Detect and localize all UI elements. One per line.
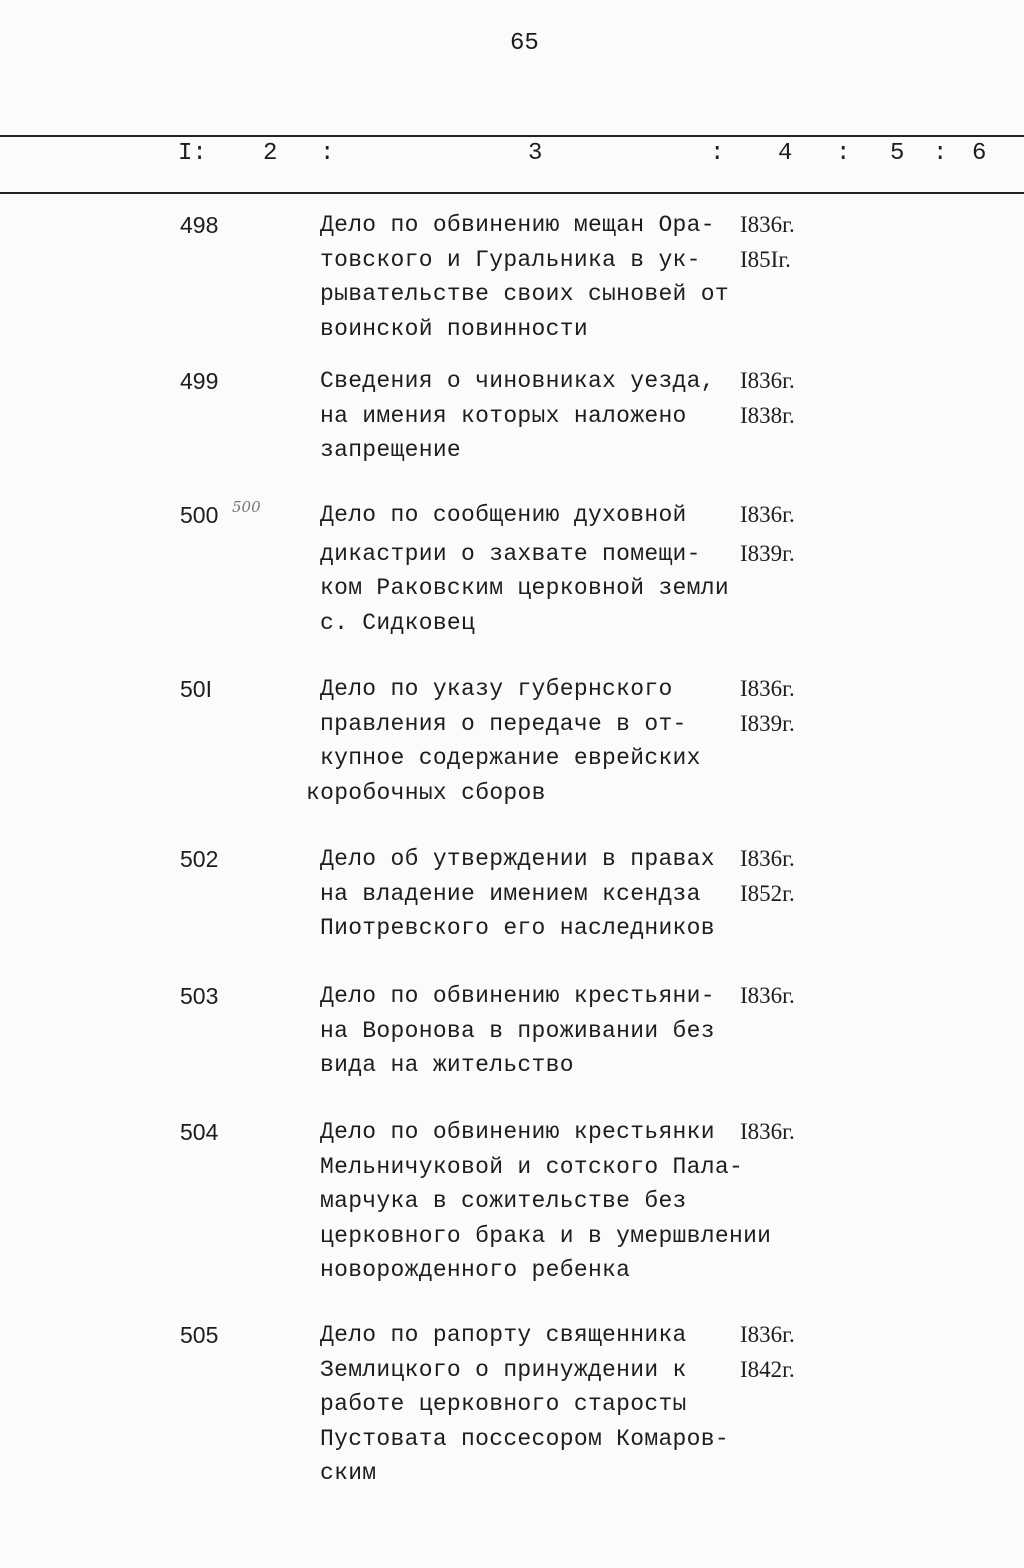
column-header-4: 4 <box>778 140 793 167</box>
entry-date: I836г. <box>740 502 795 527</box>
entry-title-line: Мельничуковой и сотского Пала- <box>320 1153 744 1180</box>
entry-number: 505 <box>180 1322 219 1348</box>
column-separator: : <box>710 140 725 167</box>
column-header-3: 3 <box>528 140 543 167</box>
entry-title-line: Землицкого о принуждении к <box>320 1356 687 1383</box>
entry-title-line: на имения которых наложено <box>320 402 687 429</box>
entry-date: I836г. <box>740 846 795 871</box>
entry-date: I839г. <box>740 540 795 566</box>
entry-title-line: на Воронова в проживании без <box>320 1017 715 1044</box>
header-top-rule <box>0 135 1024 137</box>
entry-title-line: работе церковного старосты <box>320 1391 687 1417</box>
header-bottom-rule <box>0 192 1024 194</box>
handwritten-annotation: 500 <box>232 498 261 516</box>
entry-title-line: воинской повинности <box>320 315 588 342</box>
column-header-1: I: <box>178 140 207 167</box>
entry-title-line: новорожденного ребенка <box>320 1257 631 1283</box>
entry-number: 500 <box>180 502 219 528</box>
entry-title-line: правления о передаче в от- <box>320 710 687 737</box>
entry-title-line: коробочных сборов <box>306 779 546 806</box>
entry-number: 502 <box>180 846 219 872</box>
entry-title-line: с. Сидковец <box>320 609 476 636</box>
entry-date: I836г. <box>740 1322 795 1347</box>
entry-number: 498 <box>180 212 219 238</box>
entry-date: I839г. <box>740 710 795 736</box>
column-header-6: 6 <box>972 140 987 167</box>
entry-title-line: ским <box>320 1460 377 1486</box>
entry-date: I842г. <box>740 1356 795 1382</box>
entry-date: I838г. <box>740 402 795 428</box>
entry-title-line: запрещение <box>320 437 462 463</box>
entry-title-line: Дело по обвинению крестьяни- <box>320 983 715 1009</box>
entry-number: 504 <box>180 1119 219 1145</box>
entry-title-line: ком Раковским церковной земли <box>320 575 729 601</box>
entry-title-line: купное содержание еврейских <box>320 745 701 771</box>
entry-title-line: дикастрии о захвате помещи- <box>320 540 701 567</box>
column-header-2: 2 <box>263 140 278 167</box>
entry-date: I85Iг. <box>740 246 791 272</box>
column-separator: : <box>836 140 851 167</box>
entry-title-line: Пиотревского его наследников <box>320 915 715 941</box>
entry-title-line: товского и Гуральника в ук- <box>320 246 701 273</box>
entry-title-line: Дело об утверждении в правах <box>320 846 715 872</box>
entry-date: I836г. <box>740 676 795 701</box>
entry-date: I852г. <box>740 880 795 906</box>
entry-number: 503 <box>180 983 219 1009</box>
entry-title-line: церковного брака и в умершвлении <box>320 1222 772 1249</box>
entry-title-line: Сведения о чиновниках уезда, <box>320 368 715 394</box>
entry-date: I836г. <box>740 368 795 393</box>
entry-date: I836г. <box>740 983 795 1008</box>
entry-date: I836г. <box>740 212 795 237</box>
entry-title-line: Дело по обвинению мещан Ора- <box>320 212 715 238</box>
entry-title-line: Дело по рапорту священника <box>320 1322 687 1348</box>
column-separator: : <box>320 140 335 167</box>
entry-title-line: марчука в сожительстве без <box>320 1188 687 1214</box>
page-number: 65 <box>510 30 539 57</box>
entry-number: 50I <box>180 676 212 702</box>
entry-title-line: на владение имением ксендза <box>320 880 701 907</box>
entry-date: I836г. <box>740 1119 795 1144</box>
entry-title-line: вида на жительство <box>320 1052 574 1078</box>
entry-title-line: Дело по обвинению крестьянки <box>320 1119 715 1145</box>
entry-number: 499 <box>180 368 219 394</box>
entry-title-line: Дело по сообщению духовной <box>320 502 687 528</box>
entry-title-line: Дело по указу губернского <box>320 676 673 702</box>
entry-title-line: рывательстве своих сыновей от <box>320 281 729 307</box>
column-separator: : <box>933 140 948 167</box>
column-header-5: 5 <box>890 140 905 167</box>
entry-title-line: Пустовата поссесором Комаров- <box>320 1425 729 1452</box>
